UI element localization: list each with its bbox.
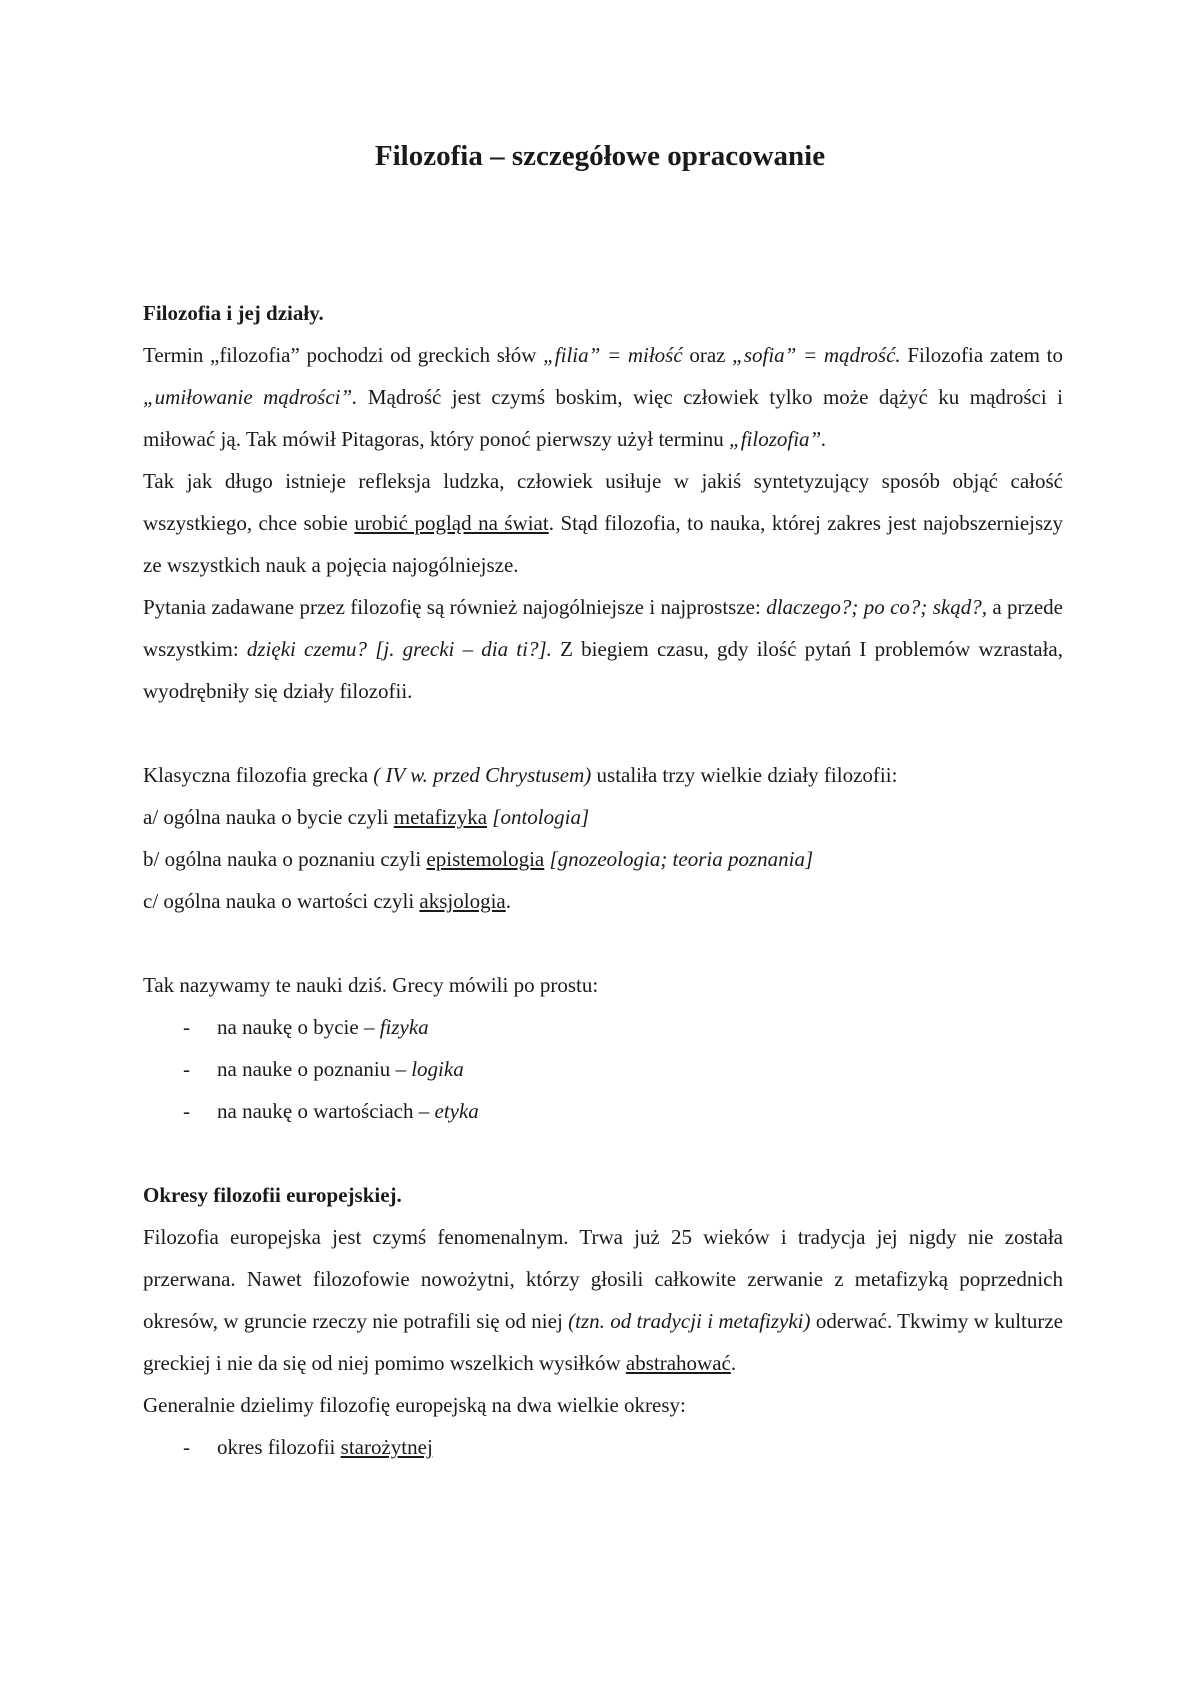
paragraph-greek-names: Tak nazywamy te nauki dziś. Grecy mówili po prostu: (143, 973, 599, 997)
list-item (143, 1426, 1063, 1468)
text: Mądrość jest czymś boskim, więc człowiek tylko może dążyć ku mądrości i miłować ją. Tak mówił Pitagoras, który ponoć pierwszy użył terminu (143, 385, 1063, 451)
spacer (143, 922, 1063, 964)
text: . (505, 889, 511, 913)
document-body (143, 292, 1063, 1468)
italic-text: etyka (434, 1099, 479, 1123)
text: na naukę o bycie – (217, 1015, 380, 1039)
italic-text: „filozofia”. (729, 427, 827, 451)
list-item (143, 1006, 1063, 1048)
text: . (730, 1351, 737, 1375)
branch-line (143, 838, 1063, 880)
underlined-text: metafizyka (393, 805, 488, 829)
spacer (143, 1132, 1063, 1174)
italic-text: ( IV w. przed Chrystusem) (373, 763, 592, 787)
text: na naukę o wartościach – (217, 1099, 435, 1123)
text: Filozofia zatem to (900, 343, 1063, 367)
italic-text: logika (411, 1057, 464, 1081)
list-dash: - (183, 1435, 190, 1459)
list-item (143, 1090, 1063, 1132)
spacer (143, 712, 1063, 754)
list-dash: - (183, 1057, 190, 1081)
paragraph-european (143, 1216, 1063, 1384)
paragraph-periods: Generalnie dzielimy filozofię europejską na dwa wielkie okresy: (143, 1393, 686, 1417)
text: ustaliła trzy wielkie działy filozofii: (591, 763, 898, 787)
branch-line (143, 796, 1063, 838)
text: Z biegiem czasu, gdy ilość pytań I problemów wzrastała, wyodrębniły się działy filozofii. (143, 637, 1063, 703)
paragraph-etymology (143, 334, 1063, 460)
paragraph-reflection (143, 460, 1063, 586)
list-dash: - (183, 1015, 190, 1039)
italic-text: dzięki czemu? [j. grecki – dia ti?]. (246, 637, 552, 661)
section-heading: Filozofia i jej działy. (143, 301, 324, 325)
text: a/ ogólna nauka o bycie czyli (143, 805, 394, 829)
text: a przede wszystkim: (143, 595, 1064, 661)
text: c/ ogólna nauka o wartości czyli (143, 889, 420, 913)
paragraph-questions (143, 586, 1063, 712)
text: Tak jak długo istnieje refleksja ludzka, człowiek usiłuje w jakiś syntetyzujący sposób objąć całość wszystkiego, chce sobie (143, 469, 1063, 535)
text: na nauke o poznaniu – (217, 1057, 412, 1081)
text: Termin „filozofia” pochodzi od greckich słów (143, 343, 544, 367)
italic-text: „umiłowanie mądrości”. (143, 385, 358, 409)
italic-text: dlaczego?; po co?; skąd?, (766, 595, 987, 619)
italic-text: fizyka (379, 1015, 429, 1039)
underlined-text: epistemologia (426, 847, 545, 871)
text: oraz (682, 343, 733, 367)
italic-text: „sofia” = mądrość. (732, 343, 901, 367)
italic-text: (tzn. od tradycji i metafizyki) (568, 1309, 811, 1333)
text: . Stąd filozofia, to nauka, której zakres jest najobszerniejszy ze wszystkich nauk a pojęcia najogólniejsze. (143, 511, 1063, 577)
text: Filozofia europejska jest czymś fenomenalnym. Trwa już 25 wieków i tradycja jej nigdy nie została przerwana. Nawet filozofowie nowożytni, którzy głosili całkowite zerwanie z metafizyką poprzednich okresów, w gruncie rzeczy nie potrafili się od niej (143, 1225, 1063, 1333)
paragraph-classical (143, 754, 1063, 796)
text: Pytania zadawane przez filozofię są również najogólniejsze i najprostsze: (143, 595, 767, 619)
page-title: Filozofia – szczegółowe opracowanie (374, 140, 826, 172)
italic-text: [gnozeologia; teoria poznania] (549, 847, 814, 871)
section-heading: Okresy filozofii europejskiej. (143, 1183, 402, 1207)
underlined-text: starożytnej (340, 1435, 433, 1459)
italic-text: „filia” = miłość (543, 343, 683, 367)
text: oderwać. Tkwimy w kulturze greckiej i nie da się od niej pomimo wszelkich wysiłków (143, 1309, 1063, 1375)
list-dash: - (183, 1099, 190, 1123)
list-item (143, 1048, 1063, 1090)
text: b/ ogólna nauka o poznaniu czyli (143, 847, 427, 871)
text: Klasyczna filozofia grecka (143, 763, 374, 787)
italic-text: [ontologia] (492, 805, 590, 829)
underlined-text: abstrahować (625, 1351, 731, 1375)
underlined-text: urobić pogląd na świat (354, 511, 549, 535)
underlined-text: aksjologia (419, 889, 506, 913)
branch-line (143, 880, 1063, 922)
text: okres filozofii (217, 1435, 341, 1459)
